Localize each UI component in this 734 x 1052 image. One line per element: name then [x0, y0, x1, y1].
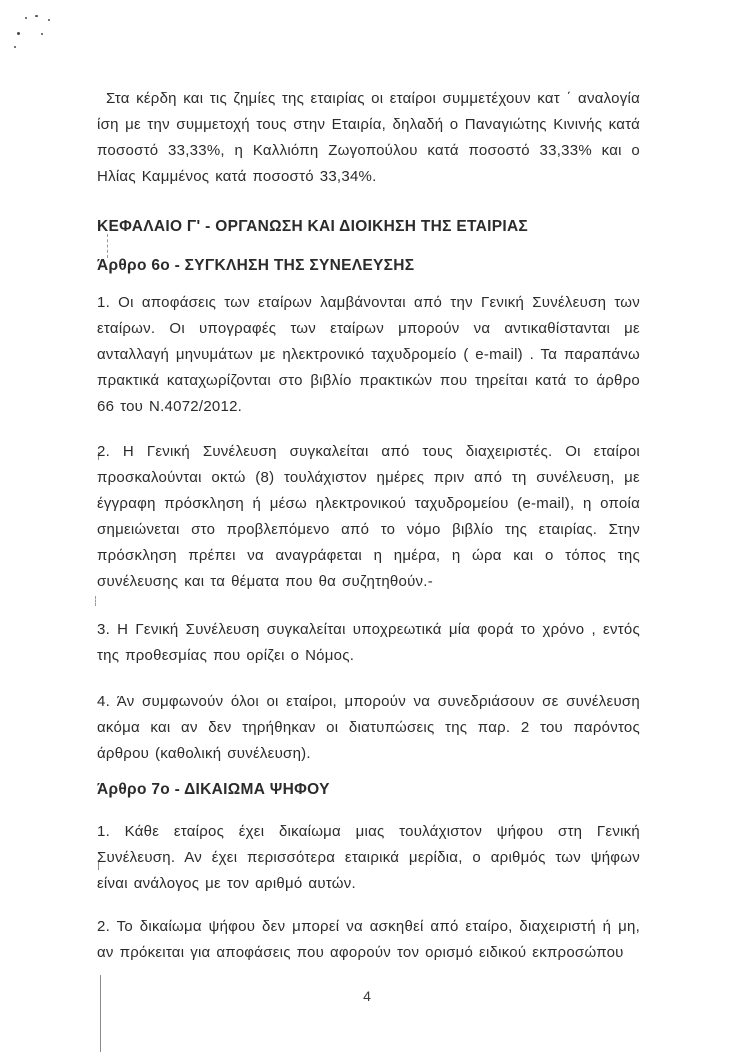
document-page: [97, 86, 640, 966]
article-6-paragraph-2: 2. Η Γενική Συνέλευση συγκαλείται από τους διαχειριστές. Οι εταίροι προσκαλούνται οκτώ (8) τουλάχιστον ημέρες πριν από τη συνέλευση, με έγγραφη πρόσκληση ή μέσω ηλεκτρονικού ταχυδρομείου (e-mail), η οποία σημειώνεται στο προβλεπόμενο από το νόμο βιβλίο της εταιρίας. Στην πρόσκληση πρέπει να αναγράφεται η ημέρα, η ώρα και ο τόπος της συνέλευσης και τα θέματα που θα συζητηθούν.-: [97, 443, 640, 590]
scan-artifact-line: [95, 596, 96, 606]
scan-speck: [17, 32, 20, 35]
article-7-paragraph-1: 1. Κάθε εταίρος έχει δικαίωμα μιας τουλάχιστον ψήφου στη Γενική Συνέλευση. Αν έχει περισσότερα εταιρικά μερίδια, ο αριθμός των ψήφων είναι ανάλογος με τον αριθμό αυτών.: [97, 823, 640, 892]
article-7-heading: Άρθρο 7ο - ΔΙΚΑΙΩΜΑ ΨΗΦΟΥ: [97, 781, 330, 798]
chapter-c-heading: ΚΕΦΑΛΑΙΟ Γ' - ΟΡΓΑΝΩΣΗ ΚΑΙ ΔΙΟΙΚΗΣΗ ΤΗΣ ΕΤΑΙΡΙΑΣ: [97, 218, 529, 235]
page-number: 4: [363, 988, 371, 1004]
scan-speck: [14, 46, 16, 48]
article-6-paragraph-1: 1. Οι αποφάσεις των εταίρων λαμβάνονται από την Γενική Συνέλευση των εταίρων. Οι υπογραφές των εταίρων μπορούν να αντικαθίστανται με ανταλλαγή μηνυμάτων με ηλεκτρονικό ταχυδρομείο ( e-mail) . Τα παραπάνω πρακτικά καταχωρίζονται στο βιβλίο πρακτικών που τηρείται κατά το άρθρο 66 του Ν.4072/2012.: [97, 294, 640, 415]
article-7-paragraph-2: 2. Το δικαίωμα ψήφου δεν μπορεί να ασκηθεί από εταίρο, διαχειριστή ή μη, αν πρόκειται για αποφάσεις που αφορούν τον ορισμό ειδικού εκπροσώπου: [97, 918, 640, 961]
scan-speck: [25, 17, 27, 19]
scan-speck: [35, 15, 38, 17]
scan-speck: [48, 19, 50, 21]
scan-speck: [41, 33, 43, 35]
article-6-paragraph-4: 4. Άν συμφωνούν όλοι οι εταίροι, μπορούν να συνεδριάσουν σε συνέλευση ακόμα και αν δεν τηρήθηκαν οι διατυπώσεις της παρ. 2 του παρόντος άρθρου (καθολική συνέλευση).: [97, 693, 640, 762]
article-6-paragraph-3: 3. Η Γενική Συνέλευση συγκαλείται υποχρεωτικά μία φορά το χρόνο , εντός της προθεσμίας που ορίζει ο Νόμος.: [97, 621, 640, 664]
scan-artifact-line: [100, 975, 101, 1052]
article-6-heading: Άρθρο 6ο - ΣΥΓΚΛΗΣΗ ΤΗΣ ΣΥΝΕΛΕΥΣΗΣ: [97, 257, 415, 274]
profit-share-paragraph: Στα κέρδη και τις ζημίες της εταιρίας οι εταίροι συμμετέχουν κατ ΄ αναλογία ίση με την συμμετοχή τους στην Εταιρία, δηλαδή ο Παναγιώτης Κινινής κατά ποσοστό 33,33%, η Καλλιόπη Ζωγοπούλου κατά ποσοστό 33,33% και ο Ηλίας Καμμένος κατά ποσοστό 33,34%.: [97, 90, 640, 185]
